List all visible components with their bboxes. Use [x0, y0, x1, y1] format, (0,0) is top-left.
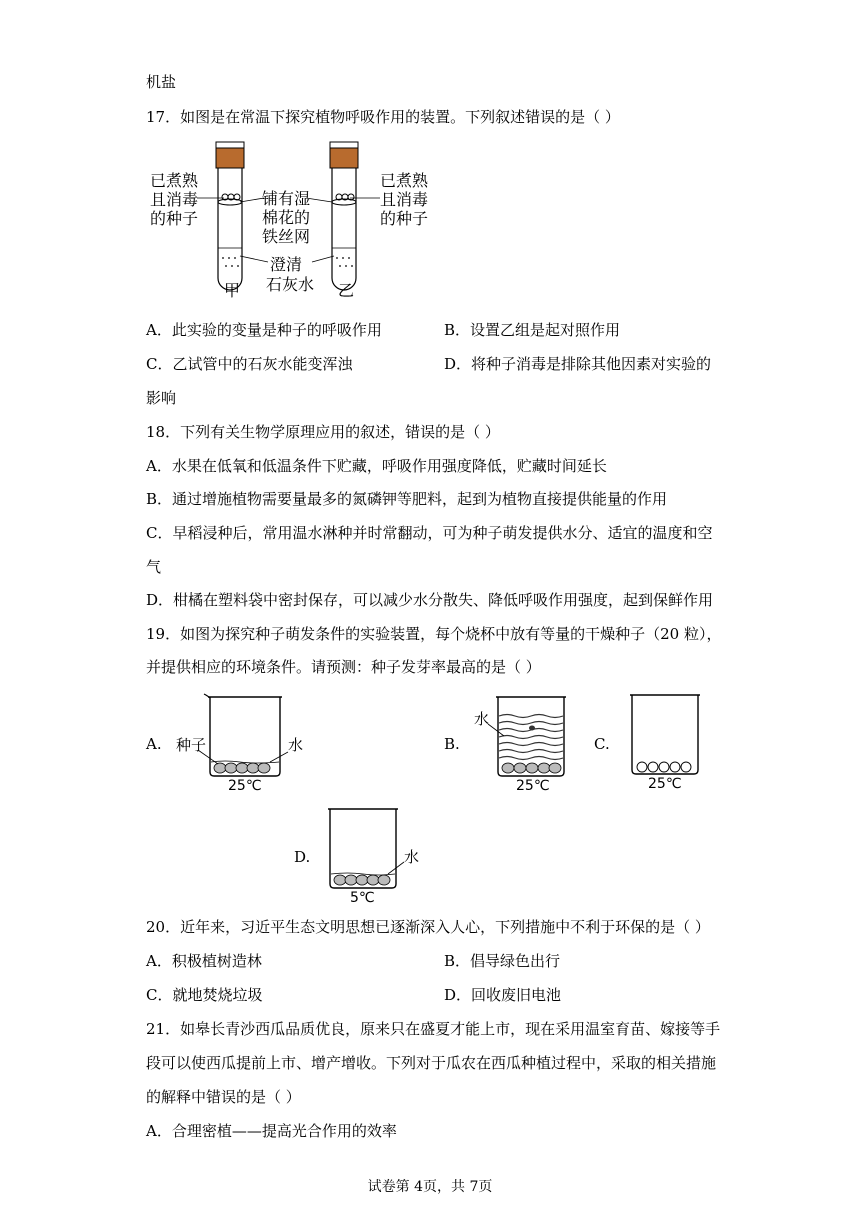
q18-option-a: A．水果在低氧和低温条件下贮藏，呼吸作用强度降低，贮藏时间延长: [146, 457, 607, 475]
q17-option-d: D．将种子消毒是排除其他因素对实验的: [444, 355, 712, 373]
beaker-a-seed-label: 种子: [176, 736, 207, 754]
beaker-b-figure: [470, 692, 590, 792]
right-seed-label-2: 且消毒: [380, 190, 429, 209]
q17-option-c: C．乙试管中的石灰水能变浑浊: [146, 355, 353, 373]
tube-yi-label: 乙: [338, 281, 355, 300]
left-seed-label-3: 的种子: [150, 209, 199, 228]
lime-label-1: 澄清: [270, 255, 303, 274]
q20-option-c: C．就地焚烧垃圾: [146, 986, 263, 1004]
q20-option-b: B．倡导绿色出行: [444, 952, 561, 970]
mesh-label-2: 棉花的: [262, 208, 311, 227]
left-seed-label-2: 且消毒: [150, 190, 199, 209]
q18-stem: 18．下列有关生物学原理应用的叙述，错误的是（ ）: [146, 423, 500, 441]
tube-jia-label: 甲: [224, 281, 241, 300]
beaker-d-seeds-icon: [334, 875, 390, 885]
mesh-label-3: 铁丝网: [262, 227, 311, 246]
left-seed-label-1: 已煮熟: [150, 171, 199, 190]
tube-jia-icon: [216, 142, 244, 290]
beaker-b-temp: 25℃: [516, 778, 550, 792]
q21-stem-3: 的解释中错误的是（ ）: [146, 1088, 301, 1106]
beaker-b-water-icon: [499, 715, 563, 760]
lime-label-2: 石灰水: [266, 275, 315, 294]
q18-option-c: C．早稻浸种后，常用温水淋种并时常翻动，可为种子萌发提供水分、适宜的温度和空: [146, 524, 713, 542]
q19-stem-2: 并提供相应的环境条件。请预测：种子发芽率最高的是（ ）: [146, 658, 541, 676]
tube-yi-icon: [330, 142, 358, 290]
beaker-a-water-label: 水: [288, 736, 304, 754]
q21-stem-1: 21．如皋长青沙西瓜品质优良，原来只在盛夏才能上市，现在采用温室育苗、嫁接等手: [146, 1020, 721, 1038]
q17-option-a: A．此实验的变量是种子的呼吸作用: [146, 321, 382, 339]
beaker-b-water-label: 水: [474, 710, 490, 728]
beaker-a-seeds-icon: [214, 763, 270, 773]
q19-stem-1: 19．如图为探究种子萌发条件的实验装置，每个烧杯中放有等量的干燥种子（20 粒），: [146, 625, 722, 643]
q17-option-d-cont: 影响: [146, 389, 177, 407]
mesh-label-1: 铺有湿: [262, 189, 311, 208]
beaker-c-temp: 25℃: [648, 776, 682, 790]
right-seed-label-3: 的种子: [380, 209, 429, 228]
q19-option-c-letter: C.: [594, 735, 610, 753]
beaker-a-figure: [170, 692, 310, 792]
q20-stem: 20．近年来，习近平生态文明思想已逐渐深入人心，下列措施中不利于环保的是（ ）: [146, 918, 710, 936]
q20-option-d: D．回收废旧电池: [444, 986, 562, 1004]
q20-option-a: A．积极植树造林: [146, 952, 262, 970]
intro-tail: 机盐: [146, 73, 177, 91]
beaker-a-temp: 25℃: [228, 778, 262, 792]
q17-stem: 17．如图是在常温下探究植物呼吸作用的装置。下列叙述错误的是（ ）: [146, 108, 620, 126]
right-seed-label-1: 已煮熟: [380, 171, 429, 190]
q21-option-a: A．合理密植——提高光合作用的效率: [146, 1122, 397, 1140]
beaker-b-seeds-icon: [502, 763, 561, 773]
q21-stem-2: 段可以使西瓜提前上市、增产增收。下列对于瓜农在西瓜种植过程中，采取的相关措施: [146, 1054, 717, 1072]
q19-option-a-letter: A.: [146, 735, 162, 753]
q18-option-b: B．通过增施植物需要量最多的氮磷钾等肥料，起到为植物直接提供能量的作用: [146, 490, 668, 508]
q19-option-b-letter: B.: [444, 735, 460, 753]
q17-figure: [140, 138, 440, 303]
page-footer: 试卷第 4页，共 7页: [367, 1179, 493, 1195]
q18-option-d: D．柑橘在塑料袋中密封保存，可以减少水分散失、降低呼吸作用强度，起到保鲜作用: [146, 591, 714, 609]
beaker-d-temp: 5℃: [350, 890, 375, 904]
q17-option-b: B．设置乙组是起对照作用: [444, 321, 621, 339]
q18-option-c-cont: 气: [146, 558, 162, 576]
q19-option-d-letter: D.: [294, 848, 311, 866]
beaker-c-figure: [620, 690, 710, 790]
beaker-d-figure: [318, 804, 428, 904]
beaker-c-seeds-icon: [637, 762, 691, 772]
beaker-d-water-label: 水: [404, 848, 420, 866]
